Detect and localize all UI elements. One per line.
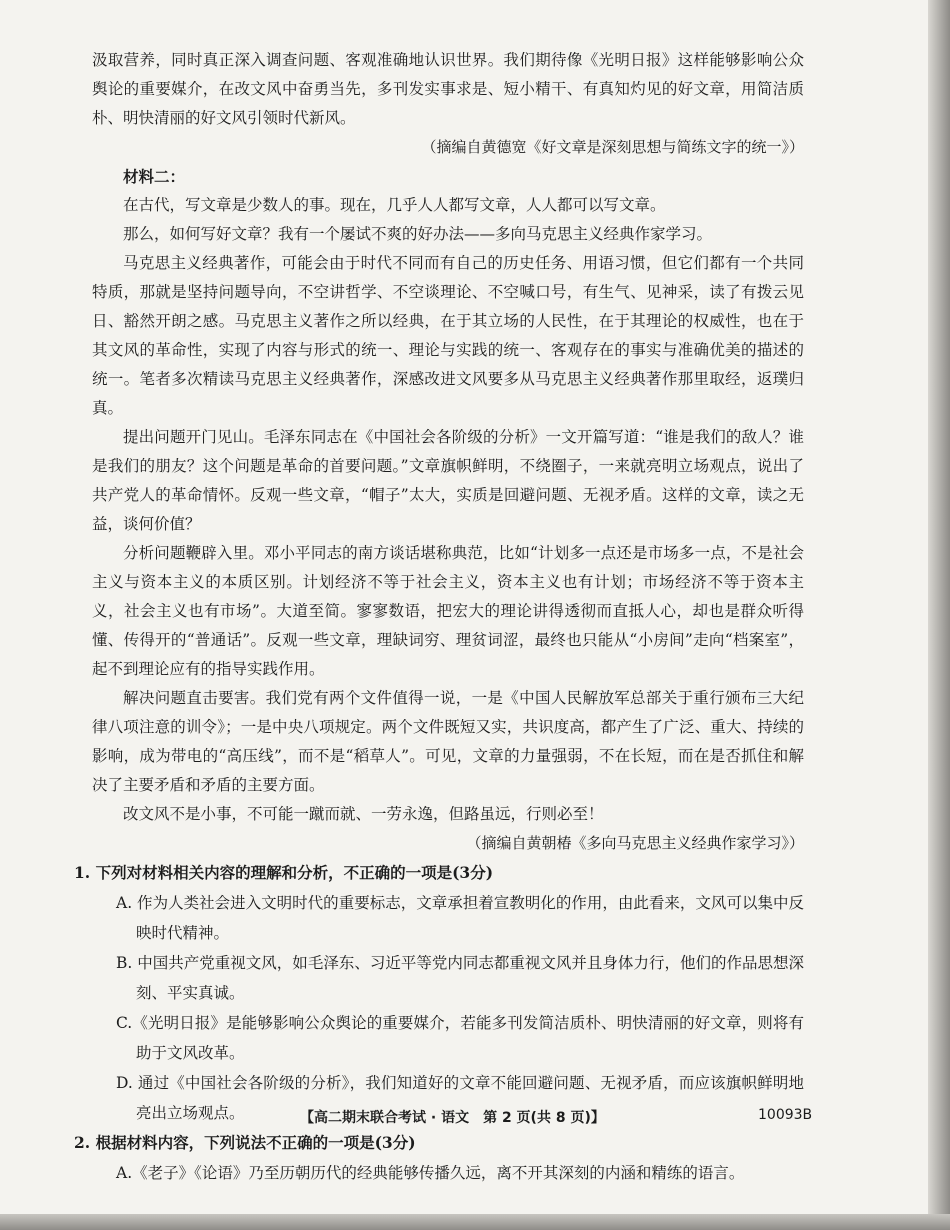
- page-content: [74, 46, 804, 1188]
- question-1-stem: 1. 下列对材料相关内容的理解和分析，不正确的一项是(3分): [74, 863, 494, 882]
- intro-paragraph: 汲取营养，同时真正深入调查问题、客观准确地认识世界。我们期待像《光明日报》这样能够影响公众舆论的重要媒介，在改文风中奋勇当先，多刊发实事求是、短小精干、有真知灼见的好文章，用简洁质朴、明快清丽的好文风引领时代新风。: [92, 51, 804, 127]
- paragraph-1: 在古代，写文章是少数人的事。现在，几乎人人都写文章，人人都可以写文章。: [123, 196, 666, 214]
- question-1-option-a: A. 作为人类社会进入文明时代的重要标志，文章承担着宣教明化的作用，由此看来，文风可以集中反映时代精神。: [116, 894, 804, 942]
- paragraph-5: 分析问题鞭辟入里。邓小平同志的南方谈话堪称典范，比如“计划多一点还是市场多一点，不是社会主义与资本主义的本质区别。计划经济不等于社会主义，资本主义也有计划；市场经济不等于资本主义，社会主义也有市场”。大道至简。寥寥数语，把宏大的理论讲得透彻而直抵人心，却也是群众听得懂、传得开的“普通话”。反观一些文章，理缺词穷、理贫词涩，最终也只能从“小房间”走向“档案室”，起不到理论应有的指导实践作用。: [92, 544, 804, 678]
- page-bottom-shadow: [0, 1214, 950, 1230]
- paragraph-2: 那么，如何写好文章？我有一个屡试不爽的好办法——多向马克思主义经典作家学习。: [123, 225, 713, 243]
- question-1-option-d: D. 通过《中国社会各阶级的分析》，我们知道好的文章不能回避问题、无视矛盾，而应该旗帜鲜明地亮出立场观点。: [116, 1074, 804, 1122]
- footer-code: 10093B: [758, 1107, 813, 1123]
- material-two-heading: 材料二：: [123, 167, 186, 186]
- paragraph-4: 提出问题开门见山。毛泽东同志在《中国社会各阶级的分析》一文开篇写道：“谁是我们的敌人？谁是我们的朋友？这个问题是革命的首要问题。”文章旗帜鲜明，不绕圈子，一来就亮明立场观点，说出了共产党人的革命情怀。反观一些文章，“帽子”太大，实质是回避问题、无视矛盾。这样的文章，读之无益，谈何价值？: [92, 428, 804, 533]
- source-citation-two: （摘编自黄朝椿《多向马克思主义经典作家学习》）: [466, 834, 804, 852]
- question-1-option-c: C.《光明日报》是能够影响公众舆论的重要媒介，若能多刊发简洁质朴、明快清丽的好文章，则将有助于文风改革。: [116, 1014, 804, 1062]
- question-2-stem: 2. 根据材料内容，下列说法不正确的一项是(3分): [74, 1133, 416, 1152]
- footer-title: 【高二期末联合考试 · 语文 第 2 页(共 8 页)】: [300, 1110, 605, 1126]
- paragraph-7: 改文风不是小事，不可能一蹴而就、一劳永逸，但路虽远，行则必至！: [123, 805, 604, 823]
- source-citation-one: （摘编自黄德宽《好文章是深刻思想与简练文字的统一》）: [421, 138, 804, 156]
- question-2-option-a: A.《老子》《论语》乃至历朝历代的经典能够传播久远，离不开其深刻的内涵和精练的语言。: [116, 1164, 745, 1182]
- page-footer: [0, 1107, 928, 1137]
- page-edge-shadow: [928, 0, 950, 1230]
- paragraph-3: 马克思主义经典著作，可能会由于时代不同而有自己的历史任务、用语习惯，但它们都有一个共同特质，那就是坚持问题导向，不空讲哲学、不空谈理论、不空喊口号，有生气、见神采，读了有拨云见日、豁然开朗之感。马克思主义著作之所以经典，在于其立场的人民性，在于其理论的权威性，也在于其文风的革命性，实现了内容与形式的统一、理论与实践的统一、客观存在的事实与准确优美的描述的统一。笔者多次精读马克思主义经典著作，深感改进文风要多从马克思主义经典著作那里取经，返璞归真。: [92, 254, 804, 417]
- paragraph-6: 解决问题直击要害。我们党有两个文件值得一说，一是《中国人民解放军总部关于重行颁布三大纪律八项注意的训令》；一是中央八项规定。两个文件既短又实，共识度高，都产生了广泛、重大、持续的影响，成为带电的“高压线”，而不是“稻草人”。可见，文章的力量强弱，不在长短，而在是否抓住和解决了主要矛盾和矛盾的主要方面。: [92, 689, 804, 794]
- question-1-option-b: B. 中国共产党重视文风，如毛泽东、习近平等党内同志都重视文风并且身体力行，他们的作品思想深刻、平实真诚。: [116, 954, 804, 1002]
